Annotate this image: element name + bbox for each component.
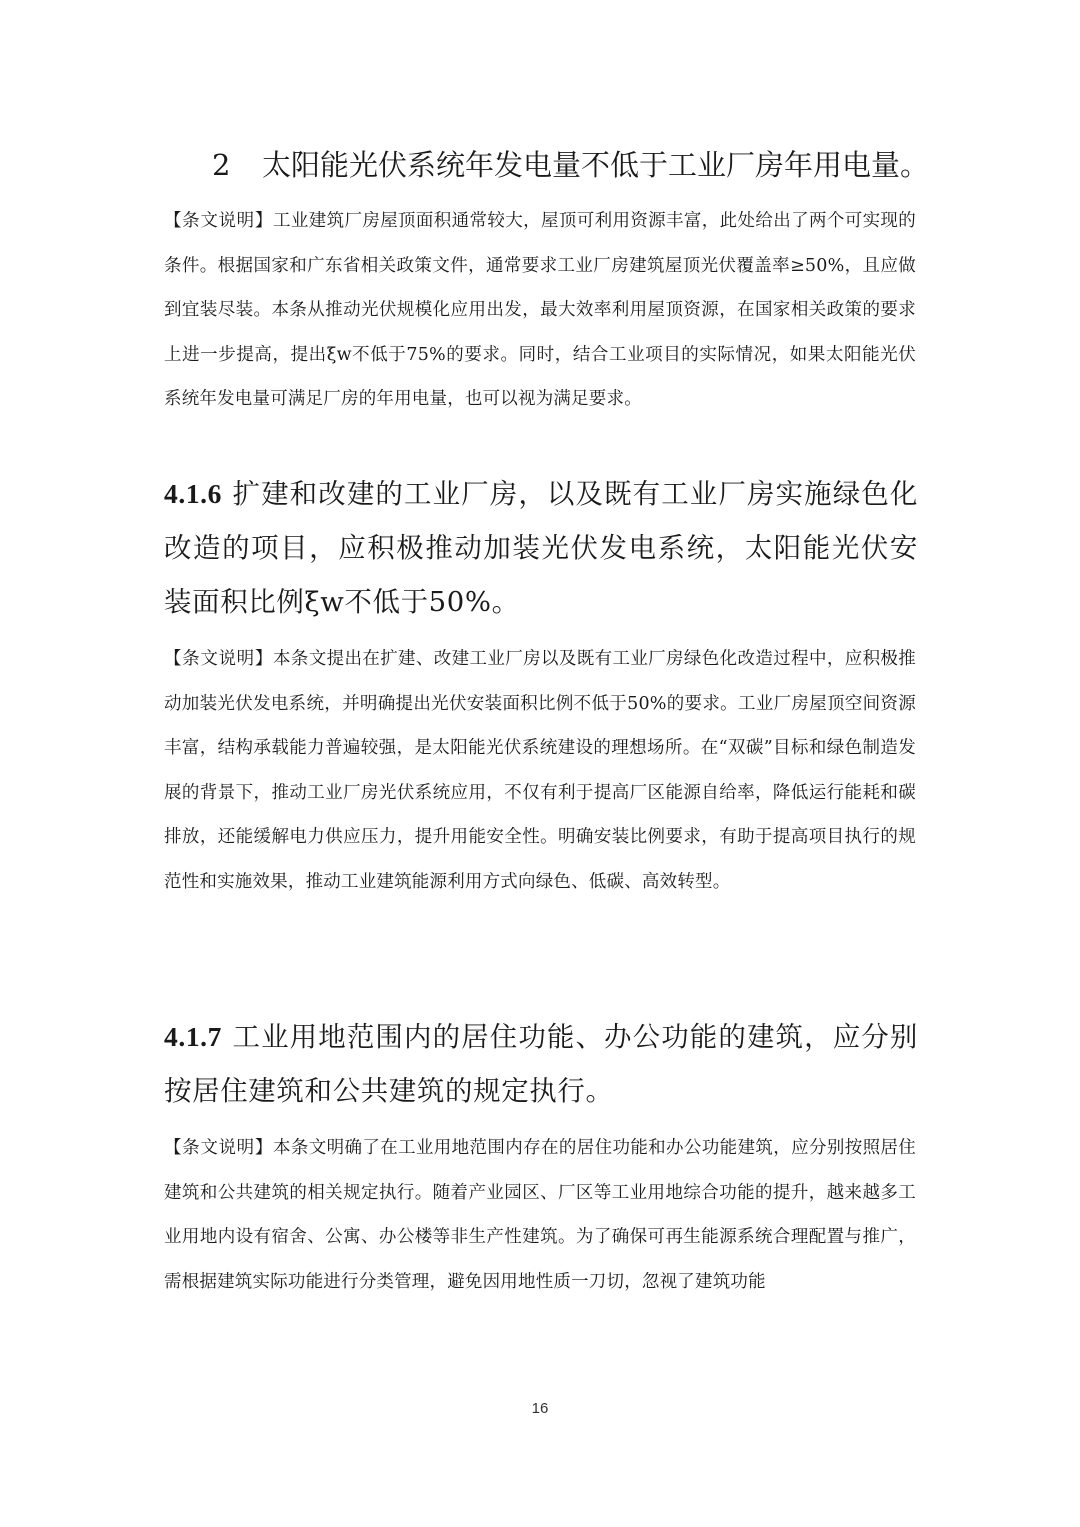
clause-explanation-2 <box>164 637 916 904</box>
explanation-label: 【条文说明】 <box>164 1138 273 1158</box>
clause-explanation-3 <box>164 1126 916 1304</box>
clause-number: 4.1.6 <box>164 478 222 509</box>
page-number: 16 <box>531 1400 549 1417</box>
clause-number: 4.1.7 <box>164 1021 222 1052</box>
list-item-2 <box>212 140 929 190</box>
explanation-text: 本条文提出在扩建、改建工业厂房以及既有工业厂房绿色化改造过程中，应积极推动加装光伏发电系统，并明确提出光伏安装面积比例不低于50%的要求。工业厂房屋顶空间资源丰富，结构承载能力普遍较强，是太阳能光伏系统建设的理想场所。在“双碳”目标和绿色制造发展的背景下，推动工业厂房光伏系统应用，不仅有利于提高厂区能源自给率，降低运行能耗和碳排放，还能缓解电力供应压力，提升用能安全性。明确安装比例要求，有助于提高项目执行的规范性和实施效果，推动工业建筑能源利用方式向绿色、低碳、高效转型。 <box>164 649 916 892</box>
explanation-text: 本条文明确了在工业用地范围内存在的居住功能和办公功能建筑，应分别按照居住建筑和公共建筑的相关规定执行。随着产业园区、厂区等工业用地综合功能的提升，越来越多工业用地内设有宿舍、公寓、办公楼等非生产性建筑。为了确保可再生能源系统合理配置与推广，需根据建筑实际功能进行分类管理，避免因用地性质一刀切，忽视了建筑功能 <box>164 1138 916 1292</box>
clause-explanation-1 <box>164 199 916 422</box>
explanation-label: 【条文说明】 <box>164 211 273 231</box>
item-number: 2 <box>212 148 231 182</box>
clause-text: 扩建和改建的工业厂房，以及既有工业厂房实施绿色化改造的项目，应积极推动加装光伏发电系统，太阳能光伏安装面积比例ξw不低于50%。 <box>164 478 918 618</box>
clause-4-1-6 <box>164 467 918 629</box>
explanation-text: 工业建筑厂房屋顶面积通常较大，屋顶可利用资源丰富，此处给出了两个可实现的条件。根据国家和广东省相关政策文件，通常要求工业厂房建筑屋顶光伏覆盖率≥50%，且应做到宜装尽装。本条从推动光伏规模化应用出发，最大效率利用屋顶资源，在国家相关政策的要求上进一步提高，提出ξw不低于75%的要求。同时，结合工业项目的实际情况，如果太阳能光伏系统年发电量可满足厂房的年用电量，也可以视为满足要求。 <box>164 211 916 409</box>
clause-4-1-7 <box>164 1010 918 1118</box>
explanation-label: 【条文说明】 <box>164 649 273 669</box>
item-text: 太阳能光伏系统年发电量不低于工业厂房年用电量。 <box>262 148 930 182</box>
clause-text: 工业用地范围内的居住功能、办公功能的建筑，应分别按居住建筑和公共建筑的规定执行。 <box>164 1021 918 1107</box>
